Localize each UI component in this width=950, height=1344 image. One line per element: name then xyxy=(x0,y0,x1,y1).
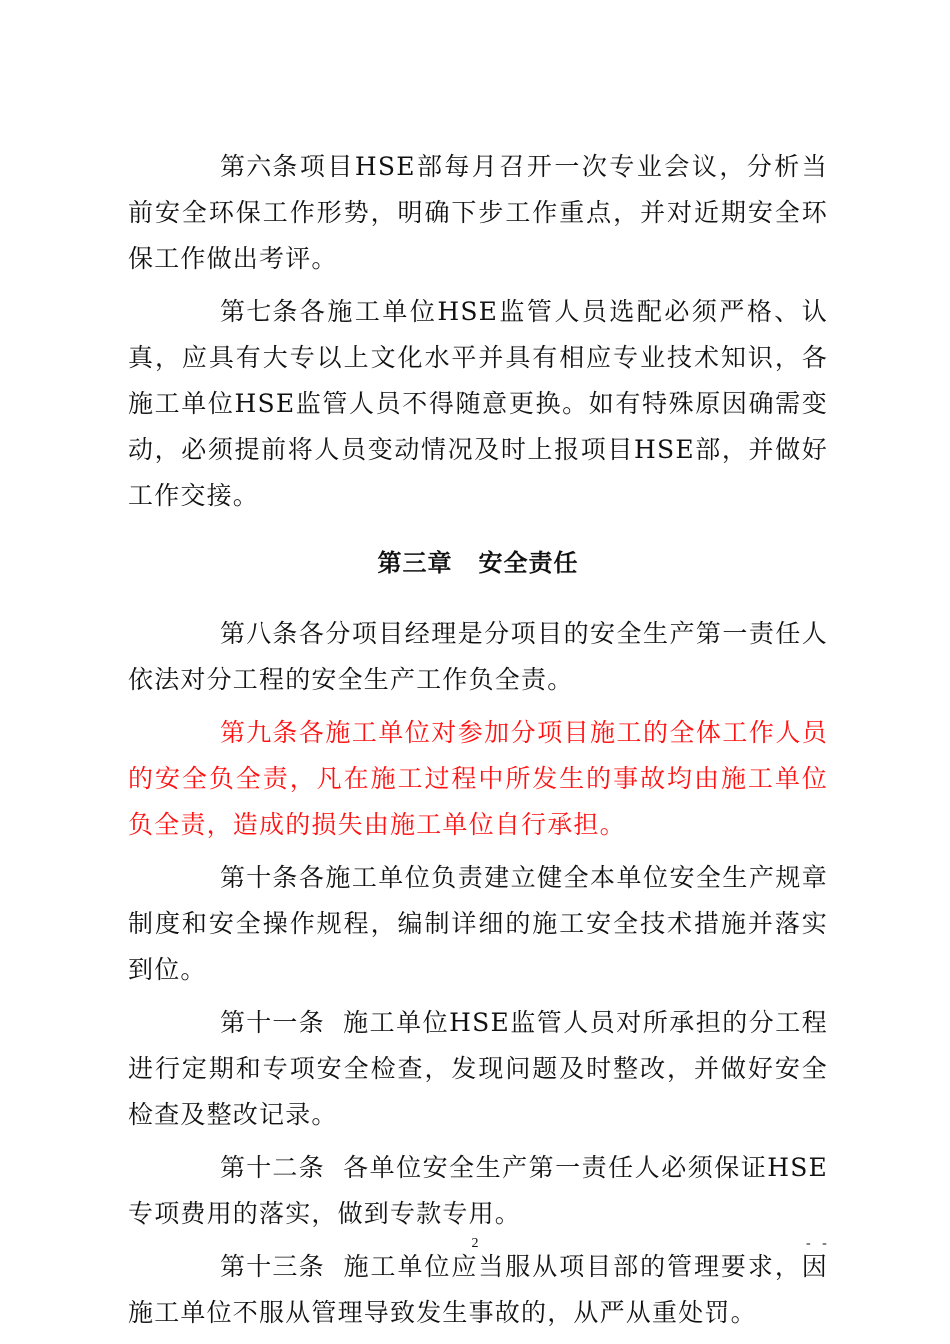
article-6 xyxy=(128,144,828,282)
article-12 xyxy=(128,1145,828,1237)
article-text: 各单位安全生产第一责任人必须保证HSE专项费用的落实，做到专款专用。 xyxy=(128,1153,828,1228)
chapter-number: 第三章 xyxy=(377,549,453,577)
article-text: 各施工单位对参加分项目施工的全体工作人员的安全负全责，凡在施工过程中所发生的事故均由施工单位负全责，造成的损失由施工单位自行承担。 xyxy=(128,718,828,839)
article-number: 第十二条 xyxy=(220,1153,325,1182)
document-body xyxy=(128,144,828,1343)
article-7 xyxy=(128,289,828,519)
article-text: 各施工单位HSE监管人员选配必须严格、认真，应具有大专以上文化水平并具有相应专业技术知识，各施工单位HSE监管人员不得随意更换。如有特殊原因确需变动，必须提前将人员变动情况及时上报项目HSE部，并做好工作交接。 xyxy=(128,297,828,510)
article-number: 第九条 xyxy=(220,718,299,747)
article-text: 项目HSE部每月召开一次专业会议，分析当前安全环保工作形势，明确下步工作重点，并对近期安全环保工作做出考评。 xyxy=(128,152,828,273)
article-9-highlighted xyxy=(128,710,828,848)
article-number: 第八条 xyxy=(220,619,299,648)
article-number: 第十一条 xyxy=(220,1008,325,1037)
article-text: 施工单位HSE监管人员对所承担的分工程进行定期和专项安全检查，发现问题及时整改，并做好安全检查及整改记录。 xyxy=(128,1008,828,1129)
article-11 xyxy=(128,1000,828,1138)
page-number: 2 xyxy=(471,1236,479,1251)
article-number: 第十条 xyxy=(220,863,299,892)
footer-mark: - - xyxy=(806,1236,831,1251)
article-13 xyxy=(128,1244,828,1336)
article-number: 第七条 xyxy=(220,297,299,326)
article-text: 施工单位应当服从项目部的管理要求，因施工单位不服从管理导致发生事故的，从严从重处罚。 xyxy=(128,1252,828,1327)
chapter-title: 安全责任 xyxy=(478,549,579,577)
article-number: 第六条 xyxy=(220,152,299,181)
article-8 xyxy=(128,611,828,703)
article-number: 第十三条 xyxy=(220,1252,325,1281)
article-text: 各分项目经理是分项目的安全生产第一责任人依法对分工程的安全生产工作负全责。 xyxy=(128,619,828,694)
chapter-heading xyxy=(128,543,828,583)
article-text: 各施工单位负责建立健全本单位安全生产规章制度和安全操作规程，编制详细的施工安全技术措施并落实到位。 xyxy=(128,863,828,984)
article-10 xyxy=(128,855,828,993)
